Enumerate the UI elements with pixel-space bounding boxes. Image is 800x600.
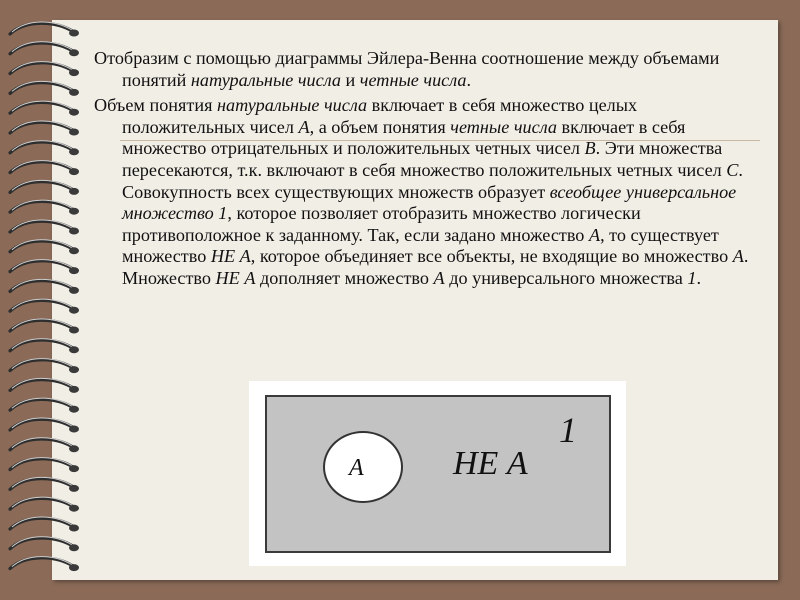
spiral-hole [69,564,79,571]
spiral-ring [10,261,74,272]
spiral-ring [10,399,74,410]
paragraph-1: Отобразим с помощью диаграммы Эйлера-Венна соотношение между объемами понятий натуральные числа и четные числа. [94,48,720,90]
spiral-hole [69,69,79,76]
spiral-ring [10,380,74,391]
spiral-hole [69,168,79,175]
spiral-hole [69,49,79,56]
spiral-hole [69,188,79,195]
spiral-hole [69,267,79,274]
spiral-ring [10,558,74,569]
spiral-hole [69,307,79,314]
spiral-ring [10,498,74,509]
spiral-hole [69,505,79,512]
spiral-hole [69,247,79,254]
paragraph-2: Объем понятия натуральные числа включает в себя множество целых положительных чисел А, а объем понятия четные числа включает в себя множество отрицательных и положительных четных чисел В. Эти множества пересекаются, т.к. включают в себя множество положительных четных чисел С. Совокупность всех существующих множеств образует всеобщее универсальное множество 1, которое позволяет отобразить множество логически противоположное к заданному. Так, если задано множество А, то существует множество НЕ А, которое объединяет все объекты, не входящие во множество А. Множество НЕ А дополняет множество А до универсального множества 1. [94,95,749,288]
spiral-ring [10,221,74,232]
spiral-ring [10,479,74,490]
main-text [94,48,764,294]
spiral-hole [69,406,79,413]
spiral-hole [69,465,79,472]
spiral-ring [10,241,74,252]
spiral-ring [10,23,74,34]
spiral-ring [10,320,74,331]
spiral-ring [10,182,74,193]
spiral-ring [10,439,74,450]
spiral-hole [69,386,79,393]
spiral-hole [69,485,79,492]
spiral-hole [69,366,79,373]
spiral-hole [69,228,79,235]
spiral-ring [10,63,74,74]
spiral-hole [69,129,79,136]
spiral-ring [10,340,74,351]
universal-set-label: 1 [559,410,577,450]
spiral-hole [69,525,79,532]
spiral-hole [69,30,79,37]
spiral-hole [69,327,79,334]
spiral-ring [10,459,74,470]
spiral-ring [10,538,74,549]
spiral-hole [69,346,79,353]
spiral-ring [10,162,74,173]
spiral-ring [10,142,74,153]
spiral-binding-icon [0,0,90,600]
spiral-hole [69,544,79,551]
spiral-ring [10,102,74,113]
set-a-label: A [349,455,364,481]
spiral-ring [10,419,74,430]
spiral-hole [69,287,79,294]
spiral-hole [69,148,79,155]
spiral-ring [10,83,74,94]
spiral-ring [10,122,74,133]
complement-label: НЕ А [453,445,528,482]
spiral-hole [69,208,79,215]
spiral-ring [10,281,74,292]
spiral-ring [10,518,74,529]
spiral-hole [69,445,79,452]
spiral-hole [69,426,79,433]
spiral-hole [69,89,79,96]
universal-set-rectangle [265,395,611,553]
spiral-ring [10,300,74,311]
spiral-ring [10,360,74,371]
euler-venn-diagram [249,381,626,566]
spiral-ring [10,201,74,212]
spiral-ring [10,43,74,54]
spiral-hole [69,109,79,116]
